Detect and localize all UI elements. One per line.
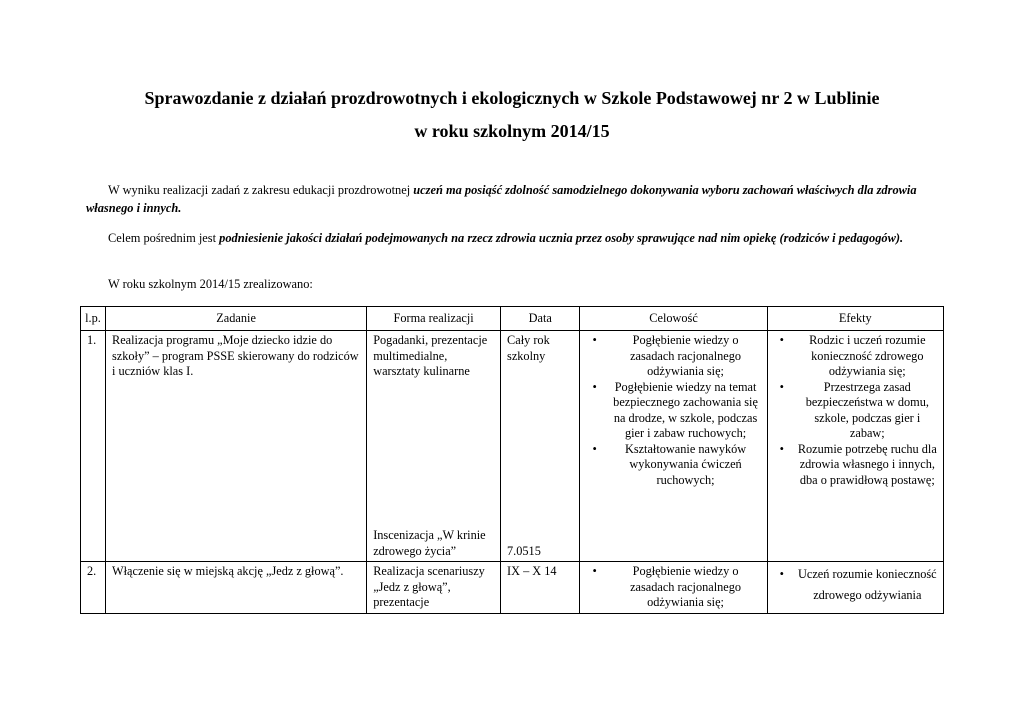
document-subtitle: w roku szkolnym 2014/15 [414,121,610,141]
cell-celowosc [580,331,767,562]
cell-celowosc [580,562,767,614]
cell-zadanie: Realizacja programu „Moje dziecko idzie do szkoły” – program PSSE skierowany do rodziców i uczniów klas I. [106,331,367,562]
intro-paragraph-2 [86,229,946,247]
list-item: • Pogłębienie wiedzy o zasadach racjonalnego odżywiania się; [610,333,760,380]
intro-paragraph-1 [86,181,946,217]
table-header-row [81,307,944,331]
header-forma: Forma realizacji [367,307,501,331]
intro-paragraph-3: W roku szkolnym 2014/15 zrealizowano: [108,277,313,291]
header-zadanie: Zadanie [106,307,367,331]
cell-data: IX – X 14 [501,562,580,614]
list-item: • Pogłębienie wiedzy na temat bezpiecznego zachowania się na drodze, w szkole, podczas gier i zabaw ruchowych; [610,380,760,442]
forma-bottom-text: Inscenizacja „W krinie zdrowego życia” [373,528,486,558]
data-top-text: Cały rok szkolny [507,333,550,363]
document-title: Sprawozdanie z działań prozdrowotnych i ekologicznych w Szkole Podstawowej nr 2 w Lublinie [144,88,880,108]
list-item: • Pogłębienie wiedzy o zasadach racjonalnego odżywiania się; [610,564,760,611]
cell-forma: Realizacja scenariuszy „Jedz z głową”, prezentacje [367,562,501,614]
intro-p2-emphasis: podniesienie jakości działań podejmowanych na rzecz zdrowia ucznia przez osoby sprawujące nad nim opiekę (rodziców i pedagogów). [219,231,904,245]
forma-top-text: Pogadanki, prezentacje multimedialne, warsztaty kulinarne [373,333,488,378]
cell-zadanie: Włączenie się w miejską akcję „Jedz z głową”. [106,562,367,614]
list-item: • Kształtowanie nawyków wykonywania ćwiczeń ruchowych; [610,442,760,489]
intro-p1-emphasis: uczeń ma posiąść zdolność samodzielnego dokonywania wyboru zachowań właściwych dla zdrowia własnego i innych. [86,183,917,215]
header-lp: l.p. [81,307,106,331]
header-data: Data [501,307,580,331]
cell-lp: 1. [81,331,106,562]
table-row [81,331,944,562]
cell-efekty [767,562,943,614]
intro-p1-text: W wyniku realizacji zadań z zakresu edukacji prozdrowotnej [108,183,414,197]
list-item: • Przestrzega zasad bezpieczeństwa w domu, szkole, podczas gier i zabaw; [798,380,937,442]
list-item: • Uczeń rozumie konieczność zdrowego odżywiania [798,564,937,606]
header-celowosc: Celowość [580,307,767,331]
data-bottom-text: 7.0515 [507,543,541,558]
cell-efekty [767,331,943,562]
cell-lp: 2. [81,562,106,614]
cell-forma [367,331,501,562]
list-item: • Rodzic i uczeń rozumie konieczność zdrowego odżywiania się; [798,333,937,380]
table-row [81,562,944,614]
cell-data [501,331,580,562]
report-table [80,306,944,614]
list-item: • Rozumie potrzebę ruchu dla zdrowia własnego i innych, dba o prawidłową postawę; [798,442,937,489]
intro-p2-text: Celem pośrednim jest [108,231,220,245]
header-efekty: Efekty [767,307,943,331]
